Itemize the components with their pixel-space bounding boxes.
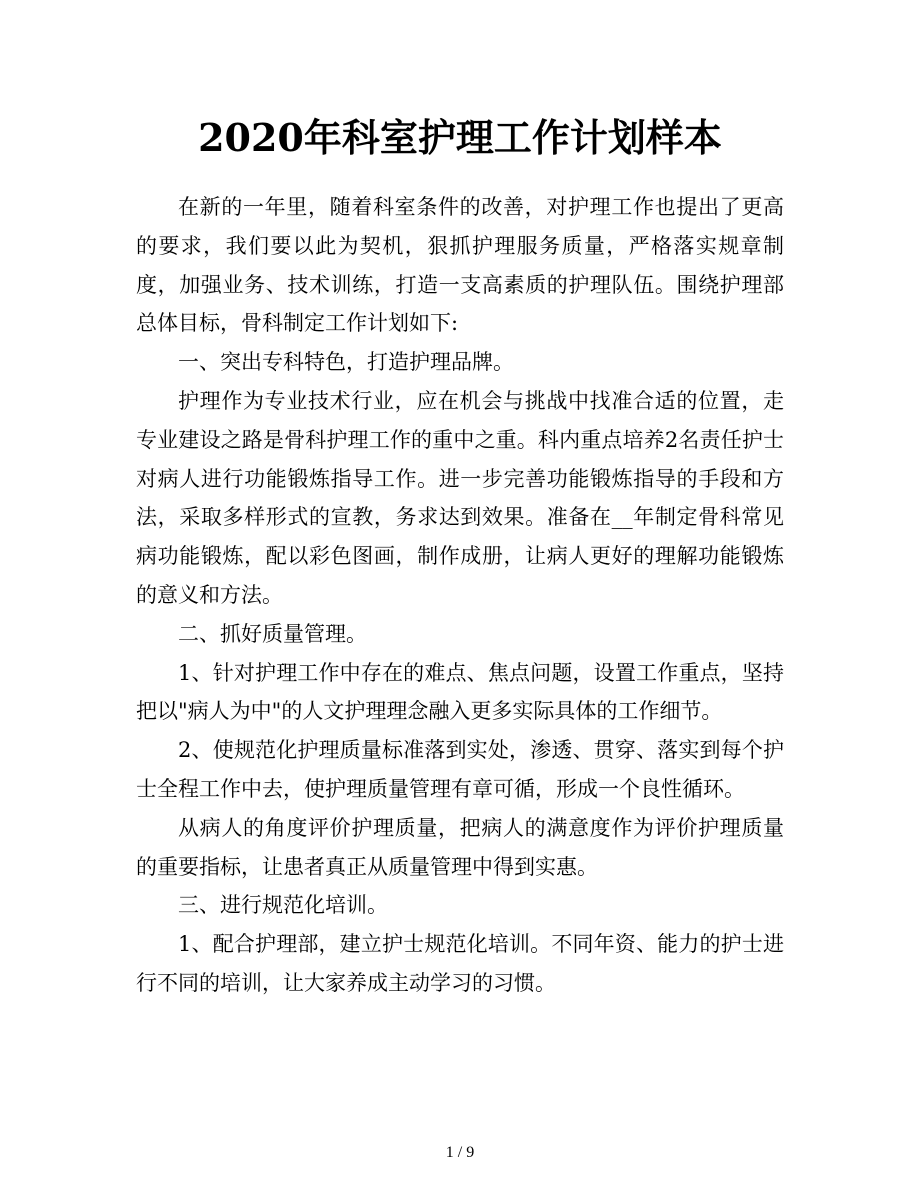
- section-heading-2: 二、抓好质量管理。: [178, 621, 367, 646]
- paragraph-training-1: 1、配合护理部，建立护士规范化培训。不同年资、能力的护士进行不同的培训，让大家养成主动学习的习惯。: [136, 932, 784, 995]
- section-heading-1: 一、突出专科特色，打造护理品牌。: [178, 350, 514, 375]
- section-heading-3: 三、进行规范化培训。: [178, 893, 388, 918]
- paragraph-quality-1: 1、针对护理工作中存在的难点、焦点问题，设置工作重点，坚持把以"病人为中"的人文护理理念融入更多实际具体的工作细节。: [136, 660, 784, 724]
- paragraph-quality-2: 2、使规范化护理质量标准落到实处，渗透、贯穿、落实到每个护士全程工作中去，使护理质量管理有章可循，形成一个良性循环。: [136, 738, 784, 801]
- page-number: 1 / 9: [445, 1144, 475, 1161]
- page-title: 2020年科室护理工作计划样本: [198, 115, 722, 160]
- document-body: [136, 188, 784, 1003]
- paragraph-specialty: 护理作为专业技术行业，应在机会与挑战中找准合适的位置，走专业建设之路是骨科护理工作的重中之重。科内重点培养2名责任护士对病人进行功能锻炼指导工作。进一步完善功能锻炼指导的手段和方法，采取多样形式的宣教，务求达到效果。准备在__年制定骨科常见病功能锻炼，配以彩色图画，制作成册，让病人更好的理解功能锻炼的意义和方法。: [136, 388, 784, 607]
- paragraph-quality-3: 从病人的角度评价护理质量，把病人的满意度作为评价护理质量的重要指标，让患者真正从质量管理中得到实惠。: [136, 815, 784, 879]
- paragraph-intro: 在新的一年里，随着科室条件的改善，对护理工作也提出了更高的要求，我们要以此为契机，狠抓护理服务质量，严格落实规章制度，加强业务、技术训练，打造一支高素质的护理队伍。围绕护理部总体目标，骨科制定工作计划如下:: [136, 195, 784, 336]
